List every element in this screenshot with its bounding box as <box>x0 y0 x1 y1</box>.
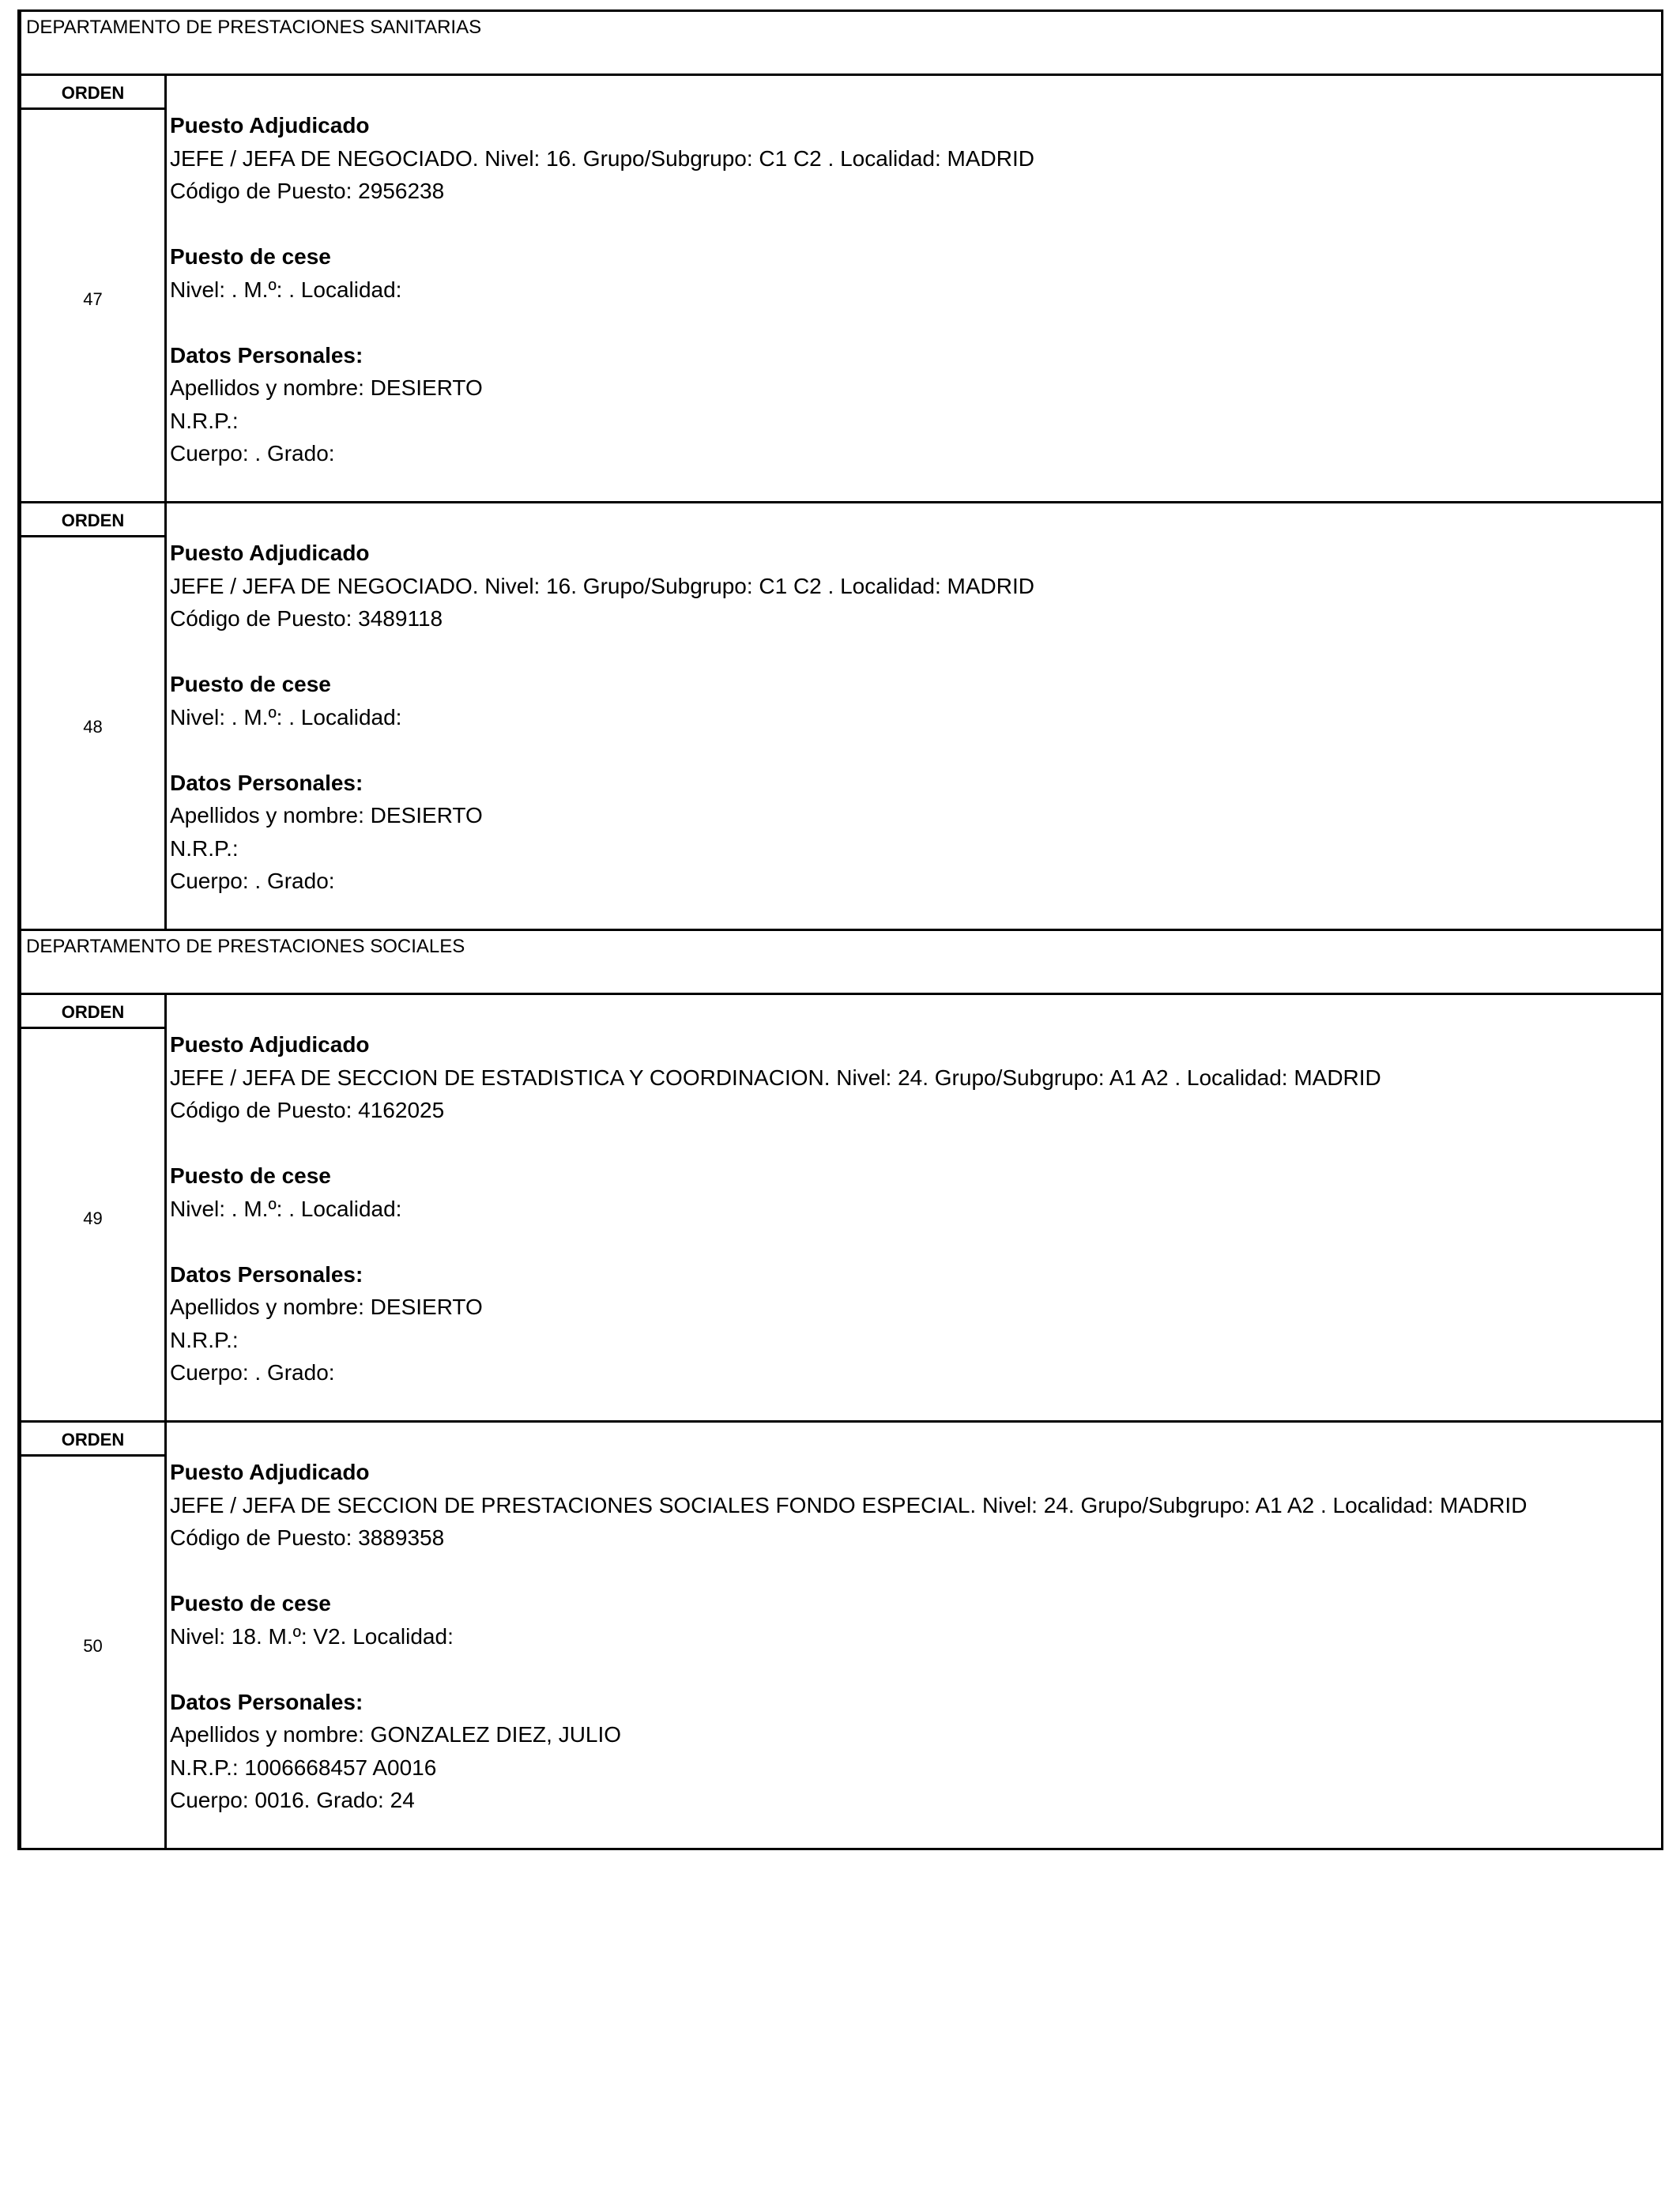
nrp: N.R.P.: 1006668457 A0016 <box>170 1755 437 1780</box>
datos-personales-heading: Datos Personales: <box>170 342 363 368</box>
adjudication-table <box>17 9 1663 1850</box>
apellidos-nombre: Apellidos y nombre: DESIERTO <box>170 803 483 827</box>
entry-details <box>170 109 1034 470</box>
entry-row <box>17 993 1663 1420</box>
puesto-adjudicado-line: JEFE / JEFA DE SECCION DE PRESTACIONES SOCIALES FONDO ESPECIAL. Nivel: 24. Grupo/Subgrupo: A1 A2 . Localidad: MADRID <box>170 1492 1527 1517</box>
orden-label: ORDEN <box>21 995 164 1029</box>
department-title: DEPARTAMENTO DE PRESTACIONES SOCIALES <box>26 936 465 957</box>
department-header <box>17 9 1663 74</box>
puesto-cese-line: Nivel: . M.º: . Localidad: <box>170 277 402 302</box>
puesto-adjudicado-line: JEFE / JEFA DE SECCION DE ESTADISTICA Y COORDINACION. Nivel: 24. Grupo/Subgrupo: A1 A2 . Localidad: MADRID <box>170 1065 1381 1090</box>
puesto-cese-heading: Puesto de cese <box>170 672 331 696</box>
puesto-adjudicado-line: JEFE / JEFA DE NEGOCIADO. Nivel: 16. Grupo/Subgrupo: C1 C2 . Localidad: MADRID <box>170 573 1034 598</box>
puesto-adjudicado-heading: Puesto Adjudicado <box>170 1032 370 1057</box>
puesto-adjudicado-heading: Puesto Adjudicado <box>170 1460 370 1484</box>
codigo-puesto: Código de Puesto: 2956238 <box>170 179 445 203</box>
orden-label: ORDEN <box>21 76 164 110</box>
orden-number: 47 <box>83 289 103 309</box>
orden-column <box>21 503 167 929</box>
codigo-puesto: Código de Puesto: 3489118 <box>170 606 443 631</box>
entry-details <box>170 537 1034 898</box>
nrp: N.R.P.: <box>170 835 239 861</box>
orden-label: ORDEN <box>21 1423 164 1457</box>
cuerpo-grado: Cuerpo: . Grado: <box>170 1360 335 1385</box>
entry-details <box>170 1028 1381 1389</box>
puesto-adjudicado-heading: Puesto Adjudicado <box>170 113 370 138</box>
entry-row <box>17 74 1663 501</box>
puesto-adjudicado-heading: Puesto Adjudicado <box>170 541 370 565</box>
orden-label: ORDEN <box>21 503 164 537</box>
orden-number: 50 <box>83 1636 103 1656</box>
puesto-cese-heading: Puesto de cese <box>170 244 331 269</box>
apellidos-nombre: Apellidos y nombre: DESIERTO <box>170 375 483 400</box>
datos-personales-heading: Datos Personales: <box>170 770 363 795</box>
entry-row <box>17 501 1663 929</box>
entry-row <box>17 1420 1663 1848</box>
orden-column <box>21 995 167 1420</box>
nrp: N.R.P.: <box>170 1327 239 1352</box>
department-header <box>17 929 1663 993</box>
nrp: N.R.P.: <box>170 408 239 433</box>
orden-number: 48 <box>83 717 103 737</box>
codigo-puesto: Código de Puesto: 3889358 <box>170 1525 445 1550</box>
puesto-cese-line: Nivel: 18. M.º: V2. Localidad: <box>170 1623 454 1649</box>
department-title: DEPARTAMENTO DE PRESTACIONES SANITARIAS <box>26 17 482 38</box>
datos-personales-heading: Datos Personales: <box>170 1261 363 1287</box>
apellidos-nombre: Apellidos y nombre: GONZALEZ DIEZ, JULIO <box>170 1722 622 1747</box>
cuerpo-grado: Cuerpo: . Grado: <box>170 441 335 466</box>
orden-column <box>21 1423 167 1848</box>
puesto-adjudicado-line: JEFE / JEFA DE NEGOCIADO. Nivel: 16. Grupo/Subgrupo: C1 C2 . Localidad: MADRID <box>170 145 1034 171</box>
table-bottom-border <box>17 1848 1663 1850</box>
entry-details <box>170 1456 1527 1817</box>
puesto-cese-heading: Puesto de cese <box>170 1591 331 1615</box>
puesto-cese-heading: Puesto de cese <box>170 1163 331 1188</box>
cuerpo-grado: Cuerpo: 0016. Grado: 24 <box>170 1788 415 1812</box>
cuerpo-grado: Cuerpo: . Grado: <box>170 869 335 893</box>
apellidos-nombre: Apellidos y nombre: DESIERTO <box>170 1295 483 1319</box>
orden-number: 49 <box>83 1208 103 1228</box>
datos-personales-heading: Datos Personales: <box>170 1689 363 1714</box>
orden-column <box>21 76 167 501</box>
codigo-puesto: Código de Puesto: 4162025 <box>170 1098 445 1122</box>
puesto-cese-line: Nivel: . M.º: . Localidad: <box>170 1196 402 1221</box>
puesto-cese-line: Nivel: . M.º: . Localidad: <box>170 704 402 729</box>
